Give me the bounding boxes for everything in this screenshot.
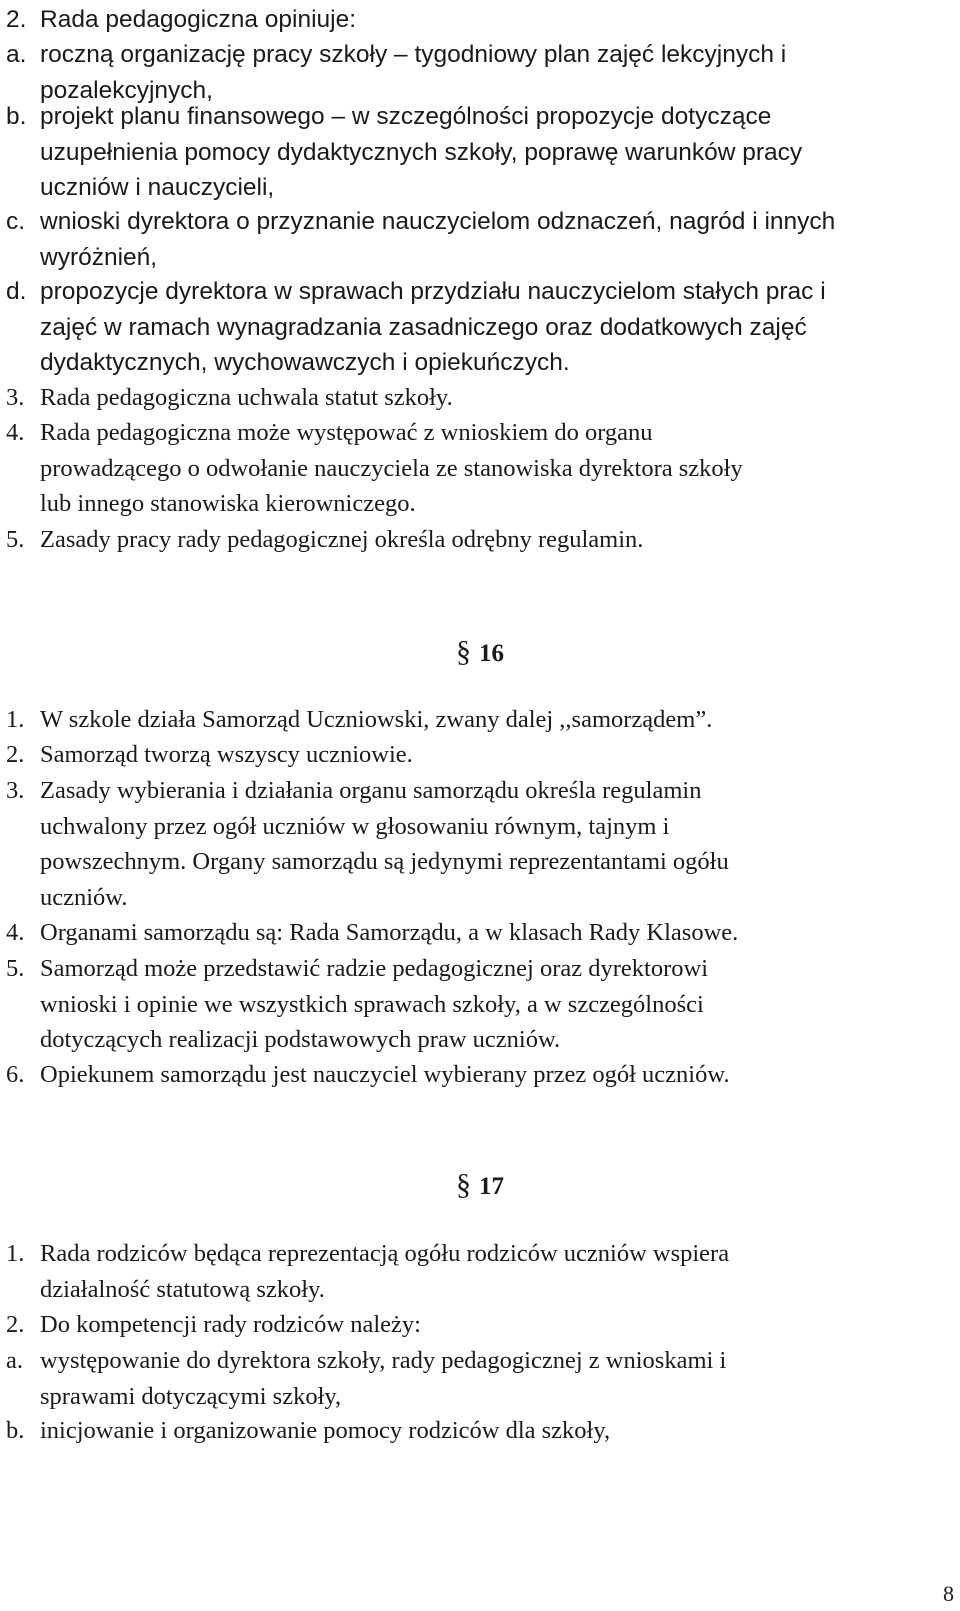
item-text: propozycje dyrektora w sprawach przydziału nauczycielom stałych prac i zajęć w ramach wynagradzania zasadniczego oraz dodatkowych zajęć dydaktycznych, wychowawczych i opiekuńczych. xyxy=(40,278,826,376)
item-text: Opiekunem samorządu jest nauczyciel wybierany przez ogół uczniów. xyxy=(40,1061,730,1088)
list-item xyxy=(6,951,946,1058)
section-heading-17 xyxy=(0,1170,960,1202)
section-number: 16 xyxy=(479,640,504,667)
item-marker: d. xyxy=(6,278,27,305)
list-item xyxy=(6,2,946,38)
item-marker: 1. xyxy=(6,1240,25,1267)
item-text: występowanie do dyrektora szkoły, rady pedagogicznej z wnioskami i sprawami dotyczącymi szkoły, xyxy=(40,1347,727,1410)
item-text: W szkole działa Samorząd Uczniowski, zwany dalej ,,samorządem”. xyxy=(40,706,713,733)
list-item xyxy=(6,737,946,773)
item-marker: 1. xyxy=(6,706,25,733)
item-marker: 5. xyxy=(6,955,25,982)
item-text: Samorząd tworzą wszyscy uczniowie. xyxy=(40,741,413,768)
item-text: Rada pedagogiczna opiniuje: xyxy=(40,6,357,33)
item-text: wnioski dyrektora o przyznanie nauczycielom odznaczeń, nagród i innych wyróżnień, xyxy=(40,208,836,271)
item-text: projekt planu finansowego – w szczególności propozycje dotyczące uzupełnienia pomocy dydaktycznych szkoły, poprawę warunków pracy uczniów i nauczycieli, xyxy=(40,103,803,201)
list-item xyxy=(6,274,946,381)
list-item xyxy=(6,1413,946,1449)
item-marker: 4. xyxy=(6,419,25,446)
list-item xyxy=(6,773,946,915)
section-symbol: § xyxy=(456,1168,471,1201)
item-marker: 6. xyxy=(6,1061,25,1088)
item-marker: a. xyxy=(6,41,27,68)
list-item xyxy=(6,702,946,738)
item-marker: 4. xyxy=(6,919,25,946)
item-marker: a. xyxy=(6,1347,23,1374)
item-text: Zasady wybierania i działania organu samorządu określa regulamin uchwalony przez ogół uczniów w głosowaniu równym, tajnym i powszechnym. Organy samorządu są jedynymi reprezentantami ogółu uczniów. xyxy=(40,777,729,911)
item-marker: b. xyxy=(6,103,27,130)
page-number: 8 xyxy=(943,1581,954,1606)
item-marker: 2. xyxy=(6,6,27,33)
list-item xyxy=(6,415,946,522)
item-marker: c. xyxy=(6,208,26,235)
list-item xyxy=(6,1307,946,1343)
item-marker: 2. xyxy=(6,741,25,768)
item-marker: b. xyxy=(6,1417,25,1444)
list-item xyxy=(6,380,946,416)
item-marker: 5. xyxy=(6,526,25,553)
item-text: Zasady pracy rady pedagogicznej określa odrębny regulamin. xyxy=(40,526,644,553)
section-heading-16 xyxy=(0,637,960,669)
list-item xyxy=(6,1343,946,1414)
item-text: roczną organizację pracy szkoły – tygodniowy plan zajęć lekcyjnych i pozalekcyjnych, xyxy=(40,41,787,104)
list-item xyxy=(6,37,946,108)
item-text: Rada pedagogiczna może występować z wnioskiem do organu prowadzącego o odwołanie nauczyciela ze stanowiska dyrektora szkoły lub innego stanowiska kierowniczego. xyxy=(40,419,743,517)
section-symbol: § xyxy=(456,635,471,668)
list-item xyxy=(6,1236,946,1307)
section-number: 17 xyxy=(479,1173,504,1200)
list-item xyxy=(6,1057,946,1093)
item-text: Do kompetencji rady rodziców należy: xyxy=(40,1311,421,1338)
item-text: inicjowanie i organizowanie pomocy rodziców dla szkoły, xyxy=(40,1417,611,1444)
list-item xyxy=(6,99,946,206)
item-marker: 3. xyxy=(6,777,25,804)
item-marker: 3. xyxy=(6,384,25,411)
item-text: Rada rodziców będąca reprezentacją ogółu rodziców uczniów wspiera działalność statutową szkoły. xyxy=(40,1240,730,1303)
list-item xyxy=(6,915,946,951)
item-text: Samorząd może przedstawić radzie pedagogicznej oraz dyrektorowi wnioski i opinie we wszystkich sprawach szkoły, a w szczególności dotyczących realizacji podstawowych praw uczniów. xyxy=(40,955,708,1053)
item-text: Organami samorządu są: Rada Samorządu, a w klasach Rady Klasowe. xyxy=(40,919,739,946)
item-marker: 2. xyxy=(6,1311,25,1338)
list-item xyxy=(6,522,946,558)
item-text: Rada pedagogiczna uchwala statut szkoły. xyxy=(40,384,453,411)
list-item xyxy=(6,204,946,275)
